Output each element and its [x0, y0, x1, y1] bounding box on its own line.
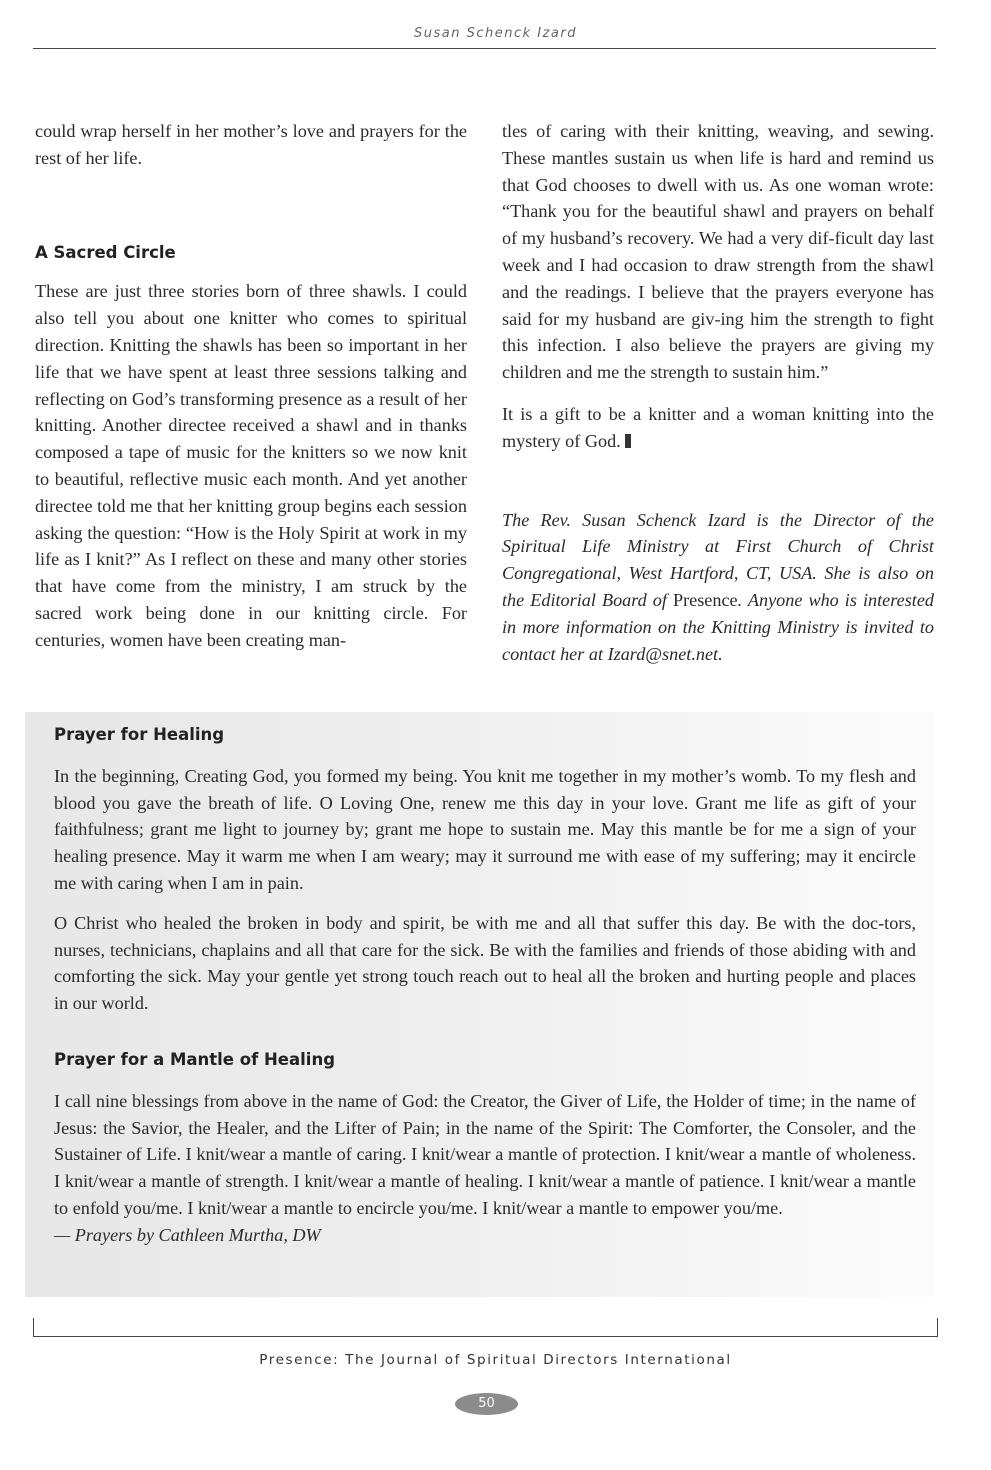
running-head: Susan Schenck Izard: [413, 26, 577, 41]
footer-bracket-rule: [33, 1318, 938, 1337]
header-rule: [33, 48, 936, 49]
prayer-box: [25, 712, 935, 1297]
section-heading: A Sacred Circle: [35, 242, 176, 262]
left-paragraph-2: These are just three stories born of three shawls. I could also tell you about one knitter who comes to spiritual direction. Knitting the shawls has been so important in her life that we have spent at least three sessions talking and reflecting on God’s transforming presence as a result of her knitting. Another directee received a shawl and in thanks composed a tape of music for the knitters so we now knit to beautiful, reflective music each month. And yet another directee told me that her knitting group begins each session asking the question: “How is the Holy Spirit at work in my life as I knit?” As I reflect on these and many other stories that have come from the ministry, I am struck by the sacred work being done in our knitting circle. For centuries, women have been creating man-: [35, 281, 467, 650]
closing-sentence: It is a gift to be a knitter and a woman knitting into the mystery of God.: [502, 403, 934, 451]
prayer-paragraph-2: O Christ who healed the broken in body and spirit, be with me and all that suffer this day. Be with the doc-tors, nurses, technicians, chaplains and all that care for the sick. Be with the families and friends of those abiding with and comforting the sick. May your gentle yet strong touch reach out to heal all the broken and hurting people and places in our world.: [54, 912, 916, 1014]
prayer-attribution: — Prayers by Cathleen Murtha, DW: [54, 1224, 321, 1245]
prayer-heading-mantle: Prayer for a Mantle of Healing: [54, 1049, 335, 1069]
right-paragraph-1: tles of caring with their knitting, weaving, and sewing. These mantles sustain us when life is hard and remind us that God chooses to dwell with us. As one woman wrote: “Thank you for the beautiful shawl and prayers on behalf of my husband’s recovery. We had a very dif-ficult day last week and I had occasion to draw strength from the shawl and the readings. I believe that the prayers everyone has said for my husband are giv-ing him the strength to fight this infection. I also believe the prayers are giving my children and me the strength to sustain him.”: [502, 121, 934, 383]
right-paragraph-2: [502, 401, 934, 455]
bio-journal-name: Presence: [672, 589, 738, 610]
left-column: [35, 118, 467, 654]
journal-name: Presence: The Journal of Spiritual Directors International: [259, 1352, 732, 1368]
bio-text-a: The Rev. Susan Schenck Izard is the Director of the Spiritual Life Ministry at First Church of Christ Congregational, West Hartford, CT, USA. She is also on the Editorial Board of: [502, 509, 934, 610]
end-mark-icon: [625, 434, 631, 448]
bio-text-b: . Anyone who is interested in more information on the Knitting Ministry is invited to contact her at Izard@snet.net.: [502, 589, 935, 664]
prayer-heading-healing: Prayer for Healing: [54, 725, 225, 744]
right-column: [502, 118, 934, 667]
author-bio: [502, 507, 934, 668]
prayer-paragraph-3: I call nine blessings from above in the name of God: the Creator, the Giver of Life, the Holder of time; in the name of Jesus: the Savior, the Healer, and the Lifter of Pain; in the name of the Spirit: The Comforter, the Consoler, and the Sustainer of Life. I knit/wear a mantle of caring. I knit/wear a mantle of protection. I knit/wear a mantle of wholeness. I knit/wear a mantle of strength. I knit/wear a mantle of healing. I knit/wear a mantle of patience. I knit/wear a mantle to enfold you/me. I knit/wear a mantle to encircle you/me. I knit/wear a mantle to empower you/me.: [54, 1090, 916, 1218]
page-number: 50: [455, 1393, 518, 1415]
prayer-paragraph-1: In the beginning, Creating God, you formed my being. You knit me together in my mother’s womb. To my flesh and blood you gave the breath of life. O Loving One, renew me this day in your love. Grant me life as gift of your faithfulness; grant me light to journey by; grant me hope to sustain me. May this mantle be for me a sign of your healing presence. May it warm me when I am weary; may it surround me with ease of my suffering; may it encircle me with caring when I am in pain.: [54, 765, 916, 893]
left-paragraph-1: could wrap herself in her mother’s love and prayers for the rest of her life.: [35, 121, 467, 168]
prayer-content: [54, 722, 916, 1249]
